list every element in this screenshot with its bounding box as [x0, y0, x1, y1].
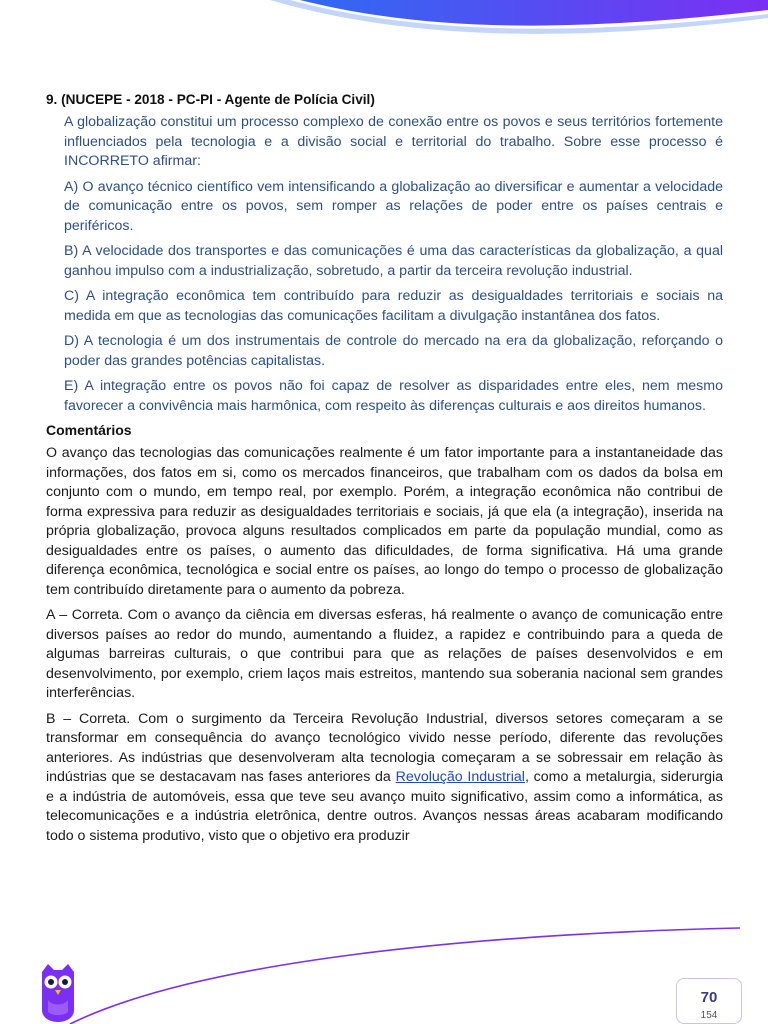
page-indicator [676, 978, 742, 1024]
option-c: C) A integração econômica tem contribuído para reduzir as desigualdades territoriais e sociais na medida em que as tecnologias das comunicações facilitam a divulgação instantânea dos fatos. [64, 288, 723, 324]
comment-paragraph-3 [46, 710, 723, 847]
question-title: 9. (NUCEPE - 2018 - PC-PI - Agente de Polícia Civil) [46, 92, 375, 107]
page-total: 154 [700, 1010, 718, 1021]
comment-paragraph-3-start: B – Correta. Com o surgimento da Terceira Revolução Industrial, diversos setores começaram a se transformar em consequência do avanço tecnológico vivido nesse período, diferente das revoluções anteriores. As indústrias que desenvolveram alta tecnologia começaram a se sobressair em relação às indústrias que se destacavam nas fases anteriores da [46, 710, 723, 785]
question-statement: A globalização constitui um processo complexo de conexão entre os povos e seus territórios fortemente influenciados pela tecnologia e a divisão social e territorial do trabalho. Sobre esse processo é INCORRETO afirmar: [64, 114, 723, 169]
comment-paragraph-1: O avanço das tecnologias das comunicações realmente é um fator importante para a instantaneidade das informações, dos fatos em si, como os mercados financeiros, que trabalham com os dados da bolsa em conjunto com o mundo, em tempo real, por exemplo. Porém, a integração econômica não contribui de forma expressiva para reduzir as desigualdades territoriais e sociais, já que ela (a integração), inserida na própria globalização, provoca alguns resultados complicados em parte da população mundial, como as desigualdades entre os países, o aumento das dificuldades, de forma significativa. Há uma grande diferença econômica, tecnológica e social entre os países, ao longo do tempo o processo de globalização tem contribuído diretamente para o aumento da pobreza. [46, 445, 723, 598]
option-e: E) A integração entre os povos não foi capaz de resolver as disparidades entre eles, nem mesmo favorecer a convivência mais harmônica, com respeito às diferenças culturais e aos direitos humanos. [64, 378, 723, 414]
owl-logo-icon [40, 962, 76, 1022]
page-content [46, 92, 723, 852]
option-a: A) O avanço técnico científico vem intensificando a globalização ao diversificar e aumentar a velocidade de comunicação entre os povos, sem romper as relações de poder entre os países centrais e periféricos. [64, 178, 723, 234]
revolucao-industrial-link[interactable]: Revolução Industrial [395, 769, 525, 785]
comment-paragraph-3-end: , como a metalurgia, siderurgia e a indústria de automóveis, essa que teve seu avanço muito significativo, assim como a informática, as telecomunicações e a indústria eletrônica, dentre outros. Avanços nessas áreas acabaram modificando todo o sistema produtivo, visto que o objetivo era produzir [46, 769, 724, 844]
comment-paragraph-2: A – Correta. Com o avanço da ciência em diversas esferas, há realmente o avanço de comunicação entre diversos países ao redor do mundo, aumentando a fluidez, a rapidez e contribuindo para a queda de algumas barreiras culturais, o que contribui para que as relações de países desenvolvidos e em desenvolvimento, por exemplo, criem laços mais estreitos, mantendo sua soberania nacional sem grandes interferências. [46, 607, 723, 701]
question-block [64, 113, 723, 416]
footer-curve [0, 900, 768, 1024]
comments-body [46, 444, 723, 846]
header-swoosh [0, 0, 768, 90]
page-number: 70 [700, 989, 718, 1006]
option-d: D) A tecnologia é um dos instrumentais de controle do mercado na era da globalização, reforçando o poder das grandes potências capitalistas. [64, 333, 723, 369]
option-b: B) A velocidade dos transportes e das comunicações é uma das características da globalização, a qual ganhou impulso com a industrialização, sobretudo, a partir da terceira revolução industrial. [64, 243, 723, 279]
comments-heading: Comentários [46, 422, 132, 438]
